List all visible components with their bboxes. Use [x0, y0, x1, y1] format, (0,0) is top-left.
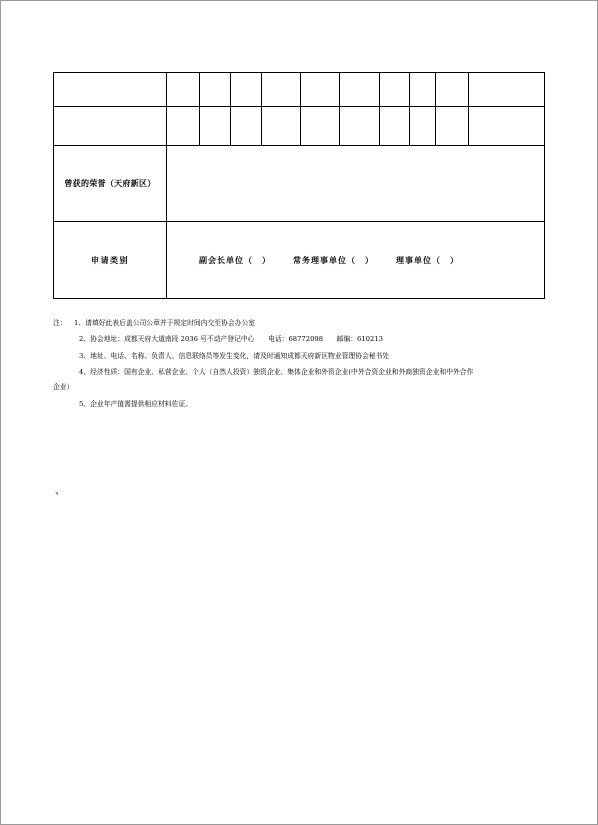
notes-prefix: 注：: [53, 319, 67, 327]
application-form-table: [53, 72, 545, 299]
note-item: 3、地址、电话、名称、负责人、信息联络员等发生变化，请及时通知成都天府新区物业管理协会秘书处: [79, 352, 390, 360]
table-cell[interactable]: [262, 73, 301, 107]
honors-label: 曾获的荣誉（天府新区）: [54, 146, 167, 222]
table-cell[interactable]: [200, 107, 231, 146]
table-cell[interactable]: [167, 107, 200, 146]
table-cell[interactable]: [410, 73, 436, 107]
table-cell[interactable]: [469, 107, 545, 146]
table-row: [54, 107, 545, 146]
table-cell[interactable]: [469, 73, 545, 107]
table-cell[interactable]: [436, 73, 469, 107]
note-item: 4、经济性质：国有企业、私营企业、个人（自然人投资）独资企业、集体企业和外资企业(中外合资企业和外商独资企业和中外合作: [79, 368, 474, 376]
table-cell[interactable]: [410, 107, 436, 146]
table-cell[interactable]: [262, 107, 301, 146]
note-item: 2、协会地址：成都天府大道南段 2036 号不动产登记中心 电话：68772098 邮编：610213: [79, 335, 383, 343]
table-cell[interactable]: [380, 107, 410, 146]
category-label: 申请类别: [54, 222, 167, 299]
table-row: [54, 73, 545, 107]
option-vice-president-unit[interactable]: 副会长单位（ ）: [199, 254, 271, 265]
table-cell[interactable]: [340, 107, 380, 146]
honors-row: [54, 146, 545, 222]
table-cell[interactable]: [436, 107, 469, 146]
table-cell[interactable]: [340, 73, 380, 107]
table-cell[interactable]: [200, 73, 231, 107]
category-options: [167, 222, 545, 299]
honors-field[interactable]: [167, 146, 545, 222]
table-cell[interactable]: [167, 73, 200, 107]
table-cell[interactable]: [231, 107, 262, 146]
table-cell[interactable]: [301, 107, 340, 146]
note-item: 5、企业年产值需提供相应材料佐证。: [79, 400, 193, 408]
stray-mark: 、: [55, 486, 65, 497]
table-cell[interactable]: [231, 73, 262, 107]
option-executive-director-unit[interactable]: 常务理事单位（ ）: [293, 254, 374, 265]
option-director-unit[interactable]: 理事单位（ ）: [396, 254, 459, 265]
category-row: [54, 222, 545, 299]
note-item: 企业）: [53, 383, 74, 391]
table-cell[interactable]: [54, 107, 167, 146]
table-cell[interactable]: [301, 73, 340, 107]
note-item: 1、请填好此表后盖公司公章并于规定时间内交至协会办公室: [74, 319, 256, 327]
table-cell[interactable]: [380, 73, 410, 107]
table-cell[interactable]: [54, 73, 167, 107]
